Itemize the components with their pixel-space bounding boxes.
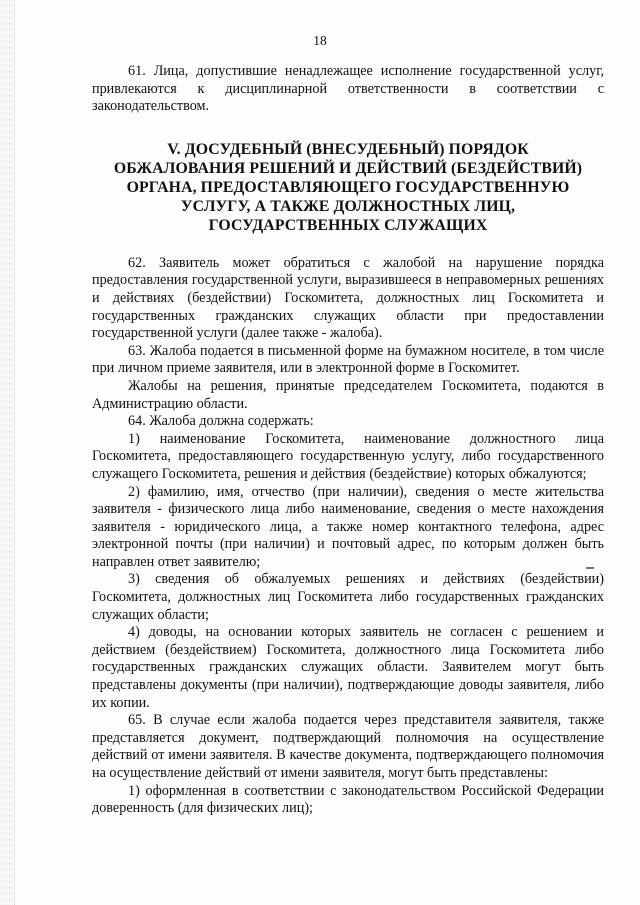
list-item-64-1: 1) наименование Госкомитета, наименование должностного лица Госкомитета, предоставляющего государственную услугу, либо государственного служащего Госкомитета, решения и действия (бездействие) которых обжалуются; bbox=[92, 430, 604, 482]
scan-left-edge bbox=[0, 0, 15, 905]
document-body bbox=[92, 63, 604, 818]
list-item-64-4: 4) доводы, на основании которых заявитель не согласен с решением и действием (бездействием) Госкомитета, должностного лица Госкомитета либо государственных гражданских служащих области. Заявителем могут быть представлены документы (при наличии), подтверждающие доводы заявителя, либо их копии. bbox=[92, 624, 604, 711]
paragraph-61: 61. Лица, допустившие ненадлежащее исполнение государственной услуг, привлекаются к дисциплинарной ответственности в соответствии с законодательством. bbox=[92, 63, 604, 115]
page-number: 18 bbox=[313, 33, 327, 48]
list-item-65-1: 1) оформленная в соответствии с законодательством Российской Федерации доверенность (для физических лиц); bbox=[92, 782, 604, 817]
section-heading-line: ОРГАНА, ПРЕДОСТАВЛЯЮЩЕГО ГОСУДАРСТВЕННУЮ bbox=[126, 178, 570, 196]
section-heading-line: V. ДОСУДЕБНЫЙ (ВНЕСУДЕБНЫЙ) ПОРЯДОК bbox=[167, 140, 529, 158]
paragraph-64: 64. Жалоба должна содержать: bbox=[128, 413, 314, 430]
list-item-64-2: 2) фамилию, имя, отчество (при наличии), сведения о месте жительства заявителя - физического лица либо наименование, сведения о месте нахождения заявителя - юридического лица, а также номер контактного телефона, адрес электронной почты (при наличии) и почтовый адрес, по которым должен быть направлен ответ заявителю; bbox=[92, 483, 604, 570]
section-heading-line: ГОСУДАРСТВЕННЫХ СЛУЖАЩИХ bbox=[208, 216, 488, 234]
section-heading bbox=[92, 140, 604, 235]
paragraph-62: 62. Заявитель может обратиться с жалобой на нарушение порядка предоставления государственной услуги, выразившееся в неправомерных решениях и действиях (бездействии) Госкомитета, должностных лиц Госкомитета и государственных гражданских служащих области при предоставлении государственной услуги (далее также - жалоба). bbox=[92, 254, 604, 342]
paragraph-63-complaints: Жалобы на решения, принятые председателем Госкомитета, подаются в Администрацию области. bbox=[92, 377, 604, 412]
paragraph-63: 63. Жалоба подается в письменной форме на бумажном носителе, в том числе при личном приеме заявителя, или в электронной форме в Госкомитет. bbox=[92, 342, 604, 377]
list-item-64-3: 3) сведения об обжалуемых решениях и действиях (бездействии) Госкомитета, должностных лиц Госкомитета либо государственных гражданских служащих области; bbox=[92, 571, 604, 623]
section-heading-line: УСЛУГУ, А ТАКЖЕ ДОЛЖНОСТНЫХ ЛИЦ, bbox=[180, 197, 516, 215]
paragraph-65: 65. В случае если жалоба подается через представителя заявителя, также представляется документ, подтверждающий полномочия на осуществление действий от имени заявителя. В качестве документа, подтверждающего полномочия на осуществление действий от имени заявителя, могут быть представлены: bbox=[92, 712, 604, 781]
section-heading-line: ОБЖАЛОВАНИЯ РЕШЕНИЙ И ДЕЙСТВИЙ (БЕЗДЕЙСТВИЙ) bbox=[113, 159, 583, 177]
